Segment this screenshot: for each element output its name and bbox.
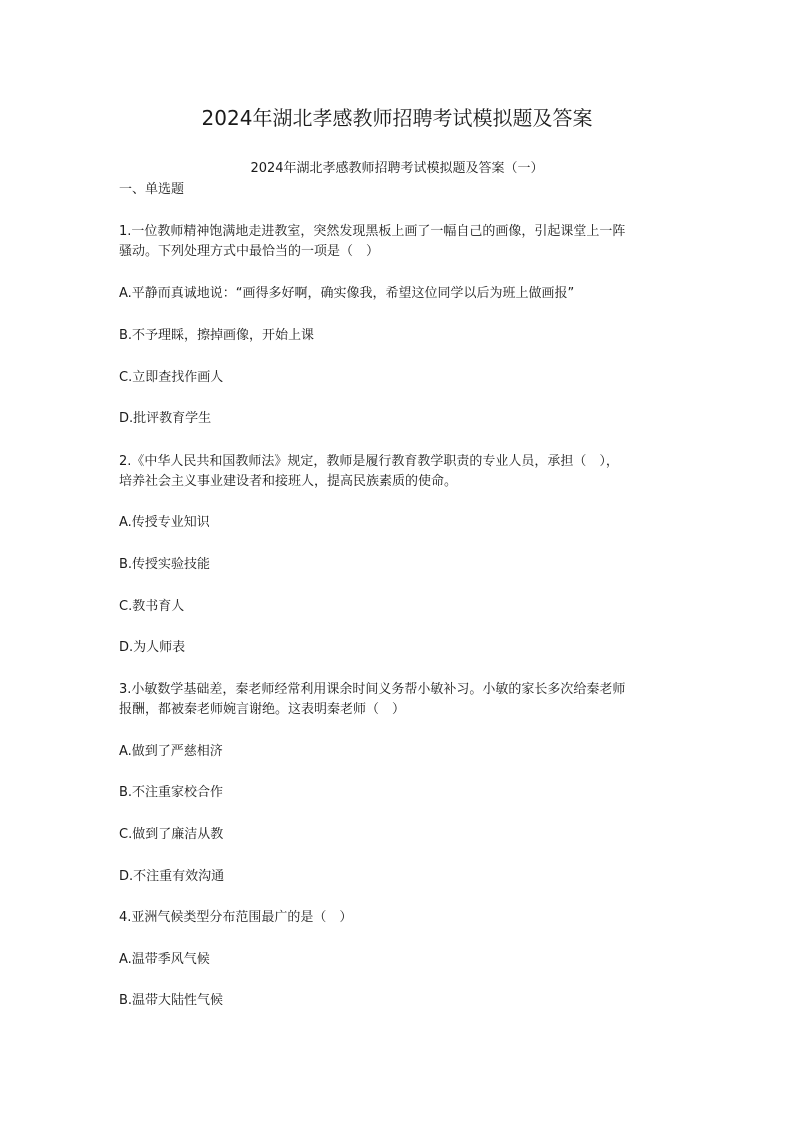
document-title: 2024年湖北孝感教师招聘考试模拟题及答案 [201, 106, 593, 130]
question-stem: 4.亚洲气候类型分布范围最广的是（ ） [119, 910, 353, 925]
answer-option: C.做到了廉洁从教 [119, 827, 224, 842]
question-stem: 报酬，都被秦老师婉言谢绝。这表明秦老师（ ） [119, 702, 406, 717]
answer-option: A.平静而真诚地说：“画得多好啊，确实像我，希望这位同学以后为班上做画报” [119, 286, 575, 301]
question-stem: 培养社会主义事业建设者和接班人，提高民族素质的使命。 [119, 474, 458, 489]
answer-option: A.温带季风气候 [119, 952, 210, 967]
question-stem: 2.《中华人民共和国教师法》规定，教师是履行教育教学职责的专业人员，承担（ ）， [119, 454, 619, 469]
document-subtitle: 2024年湖北孝感教师招聘考试模拟题及答案（一） [250, 161, 544, 176]
answer-option: D.批评教育学生 [119, 411, 212, 426]
question-stem: 骚动。下列处理方式中最恰当的一项是（ ） [119, 244, 380, 259]
answer-option: C.教书育人 [119, 599, 185, 614]
answer-option: A.做到了严慈相济 [119, 744, 223, 759]
answer-option: B.传授实验技能 [119, 557, 211, 572]
question-stem: 3.小敏数学基础差，秦老师经常利用课余时间义务帮小敏补习。小敏的家长多次给秦老师 [119, 682, 626, 697]
question-stem: 1.一位教师精神饱满地走进教室，突然发现黑板上画了一幅自己的画像，引起课堂上一阵 [119, 224, 626, 239]
answer-option: D.为人师表 [119, 640, 186, 655]
section-heading: 一、单选题 [119, 182, 185, 197]
answer-option: B.不注重家校合作 [119, 785, 224, 800]
answer-option: B.不予理睬，擦掉画像，开始上课 [119, 328, 315, 343]
answer-option: B.温带大陆性气候 [119, 993, 224, 1008]
answer-option: C.立即查找作画人 [119, 370, 224, 385]
answer-option: A.传授专业知识 [119, 515, 210, 530]
answer-option: D.不注重有效沟通 [119, 869, 225, 884]
